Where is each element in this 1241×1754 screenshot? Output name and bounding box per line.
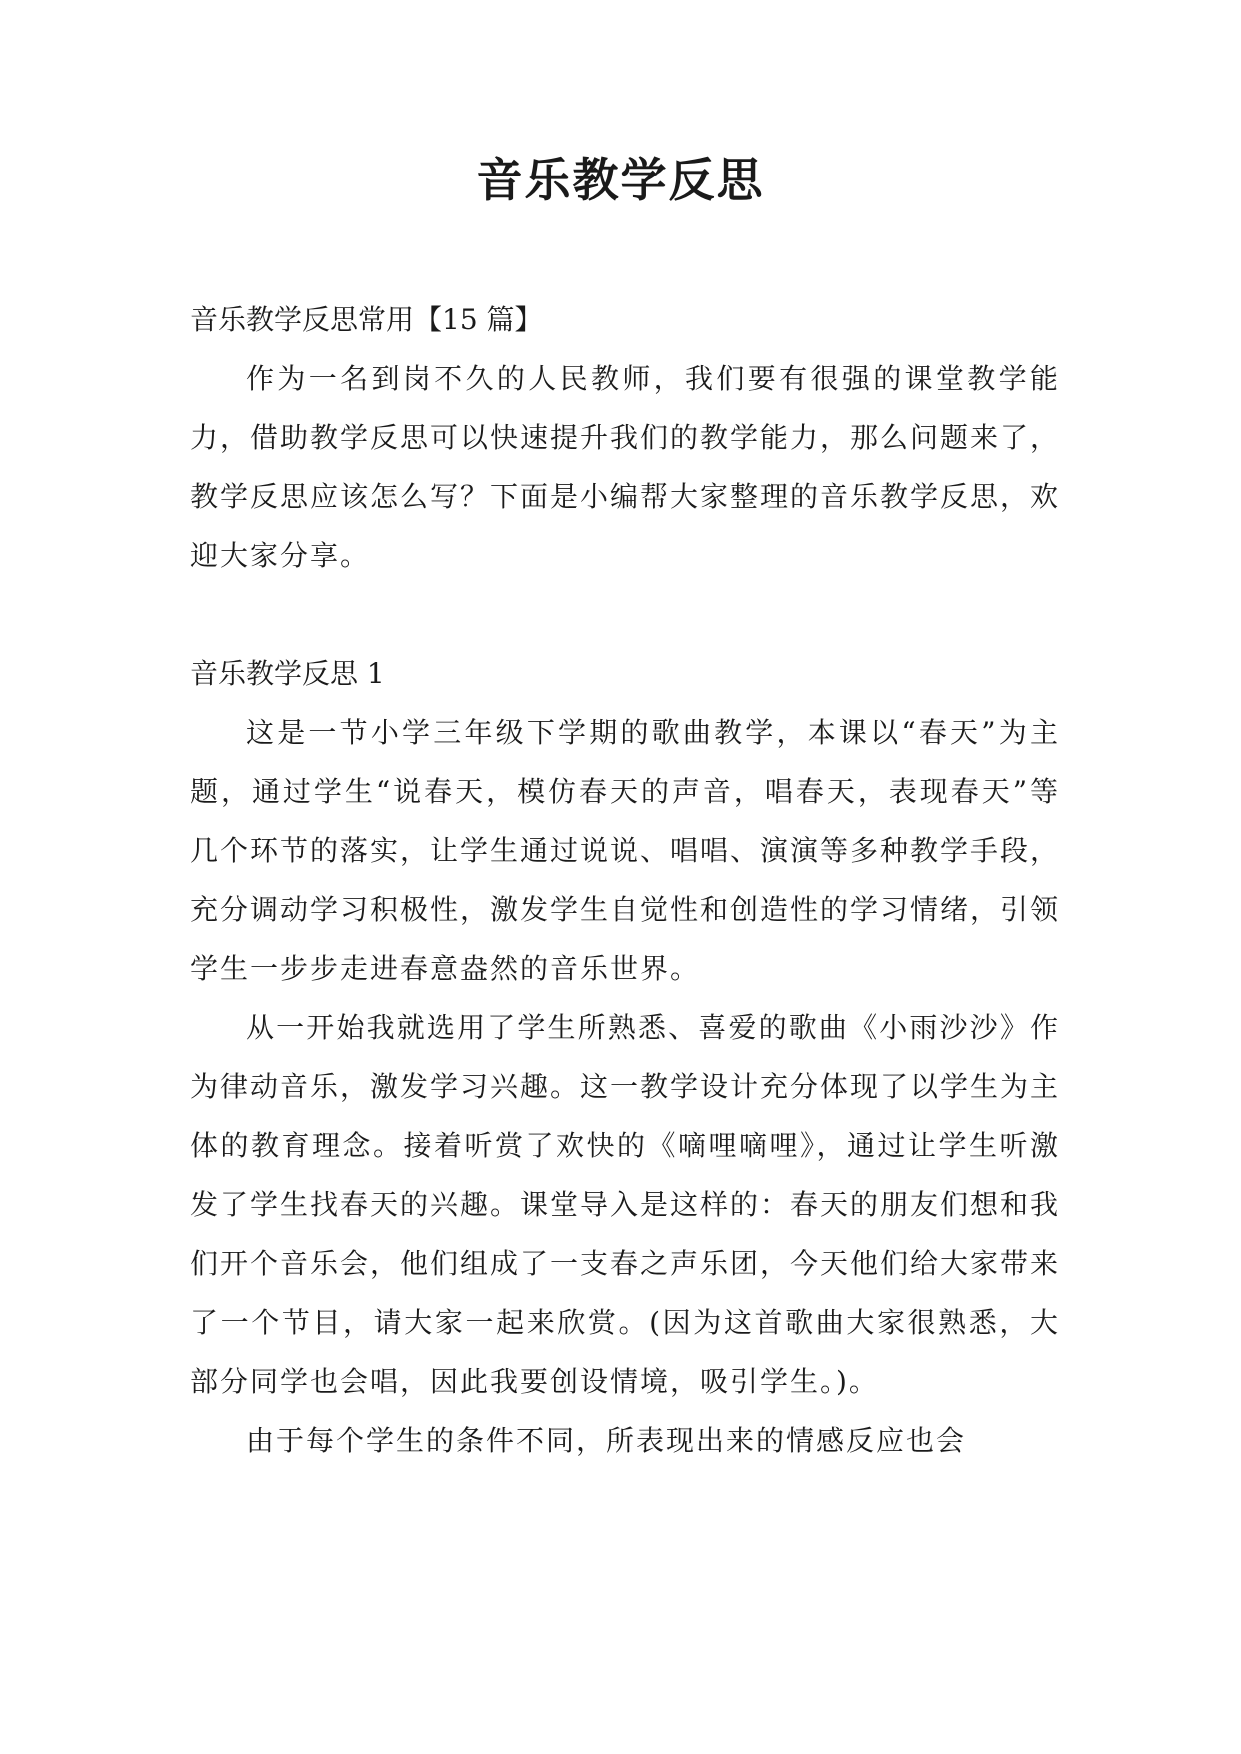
body-paragraph: 由于每个学生的条件不同，所表现出来的情感反应也会 (246, 1424, 967, 1457)
intro-paragraph: 作为一名到岗不久的人民教师，我们要有很强的课堂教学能力，借助教学反思可以快速提升我们的教学能力，那么问题来了，教学反思应该怎么写？下面是小编帮大家整理的音乐教学反思，欢迎大家分享。 (190, 362, 1061, 572)
section-spacer (190, 585, 1060, 644)
intro-heading: 音乐教学反思常用【15 篇】 (190, 303, 543, 336)
body-paragraph: 从一开始我就选用了学生所熟悉、喜爱的歌曲《小雨沙沙》作为律动音乐，激发学习兴趣。这一教学设计充分体现了以学生为主体的教育理念。接着听赏了欢快的《嘀哩嘀哩》，通过让学生听激发了学生找春天的兴趣。课堂导入是这样的：春天的朋友们想和我们开个音乐会，他们组成了一支春之声乐团，今天他们给大家带来了一个节目，请大家一起来欣赏。(因为这首歌曲大家很熟悉，大部分同学也会唱，因此我要创设情境，吸引学生。)。 (190, 1011, 1061, 1398)
body-paragraph: 这是一节小学三年级下学期的歌曲教学，本课以“春天”为主题，通过学生“说春天，模仿春天的声音，唱春天，表现春天”等几个环节的落实，让学生通过说说、唱唱、演演等多种教学手段，充分调动学习积极性，激发学生自觉性和创造性的学习情绪，引领学生一步步走进春意盎然的音乐世界。 (190, 716, 1061, 985)
document-body (190, 290, 1060, 1470)
section-heading: 音乐教学反思 1 (190, 657, 385, 690)
document-title: 音乐教学反思 (476, 153, 765, 207)
